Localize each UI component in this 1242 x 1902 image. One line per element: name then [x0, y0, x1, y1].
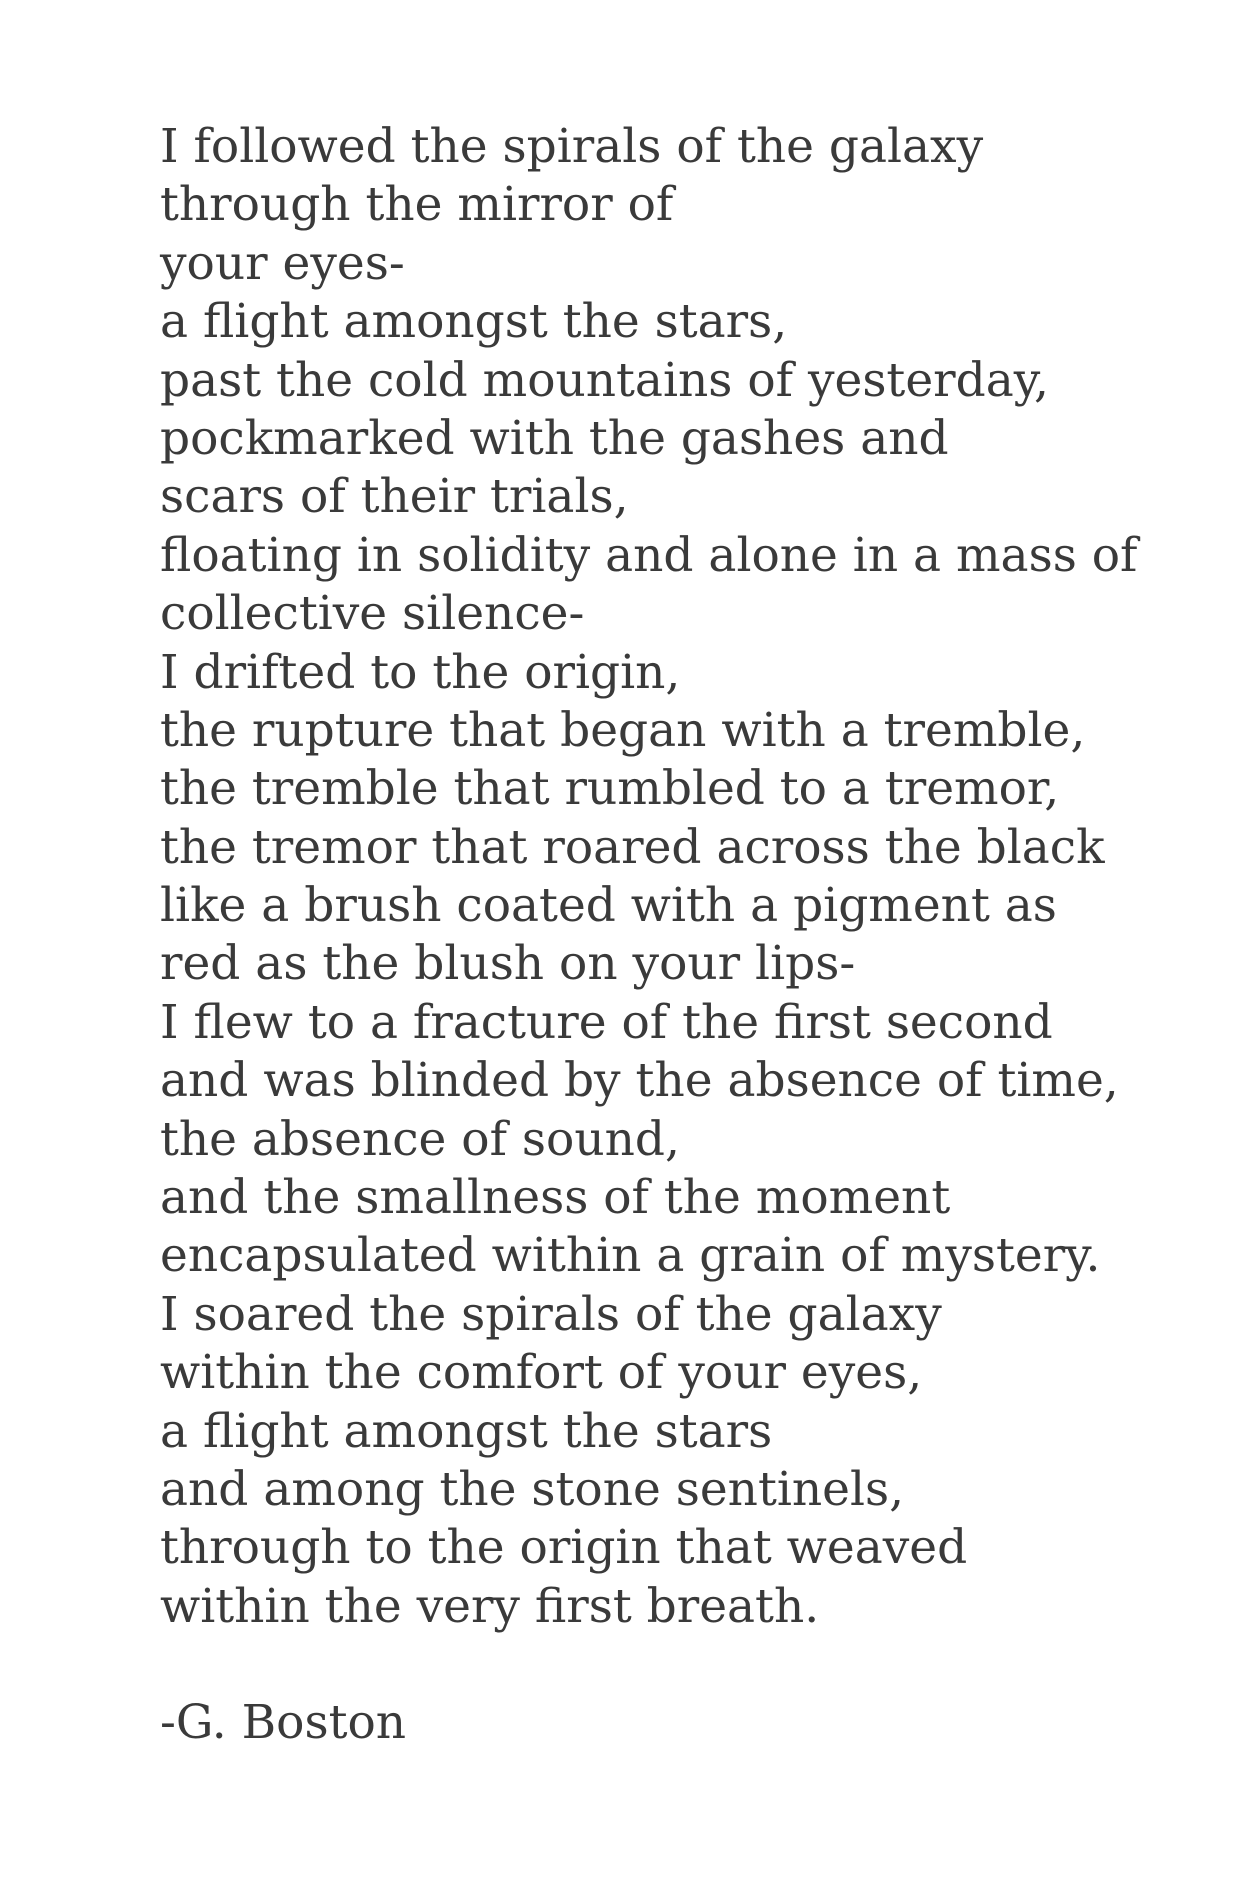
poem-line: and was blinded by the absence of time, [160, 1053, 1119, 1109]
poem-line: I followed the spirals of the galaxy [160, 119, 984, 174]
poem-line: I flew to a fracture of the first second [160, 994, 1053, 1050]
poem-line: a flight amongst the stars, [160, 294, 788, 350]
poem-line: your eyes- [160, 235, 405, 291]
poem-line: pockmarked with the gashes and [160, 410, 949, 466]
poem-line: and among the stone sentinels, [160, 1461, 905, 1517]
poem-line: floating in solidity and alone in a mass of [160, 527, 1138, 583]
poem-line: red as the blush on your lips- [160, 936, 856, 992]
poem-line: encapsulated within a grain of mystery. [160, 1228, 1101, 1284]
poem-line: past the cold mountains of yesterday, [160, 352, 1049, 408]
poem-page [160, 118, 1160, 1753]
poem-line: I drifted to the origin, [160, 644, 681, 700]
poem-body [160, 118, 1160, 1636]
poem-line: collective silence- [160, 586, 585, 642]
poem-line: the absence of sound, [160, 1111, 680, 1167]
poem-line: within the comfort of your eyes, [160, 1345, 923, 1401]
poem-line: the rupture that began with a tremble, [160, 702, 1086, 758]
poem-line: the tremble that rumbled to a tremor, [160, 761, 1060, 817]
poem-line: through to the origin that weaved [160, 1520, 968, 1576]
poem-line: like a brush coated with a pigment as [160, 878, 1057, 934]
poem-line: through the mirror of [160, 177, 674, 233]
poem-line: a flight amongst the stars [160, 1403, 773, 1459]
poem-line: I soared the spirals of the galaxy [160, 1286, 942, 1342]
poem-line: and the smallness of the moment [160, 1170, 951, 1226]
poem-line: scars of their trials, [160, 469, 629, 525]
author-signature: -G. Boston [160, 1695, 407, 1751]
poem-line: within the very first breath. [160, 1578, 820, 1634]
poem-line: the tremor that roared across the black [160, 819, 1105, 875]
